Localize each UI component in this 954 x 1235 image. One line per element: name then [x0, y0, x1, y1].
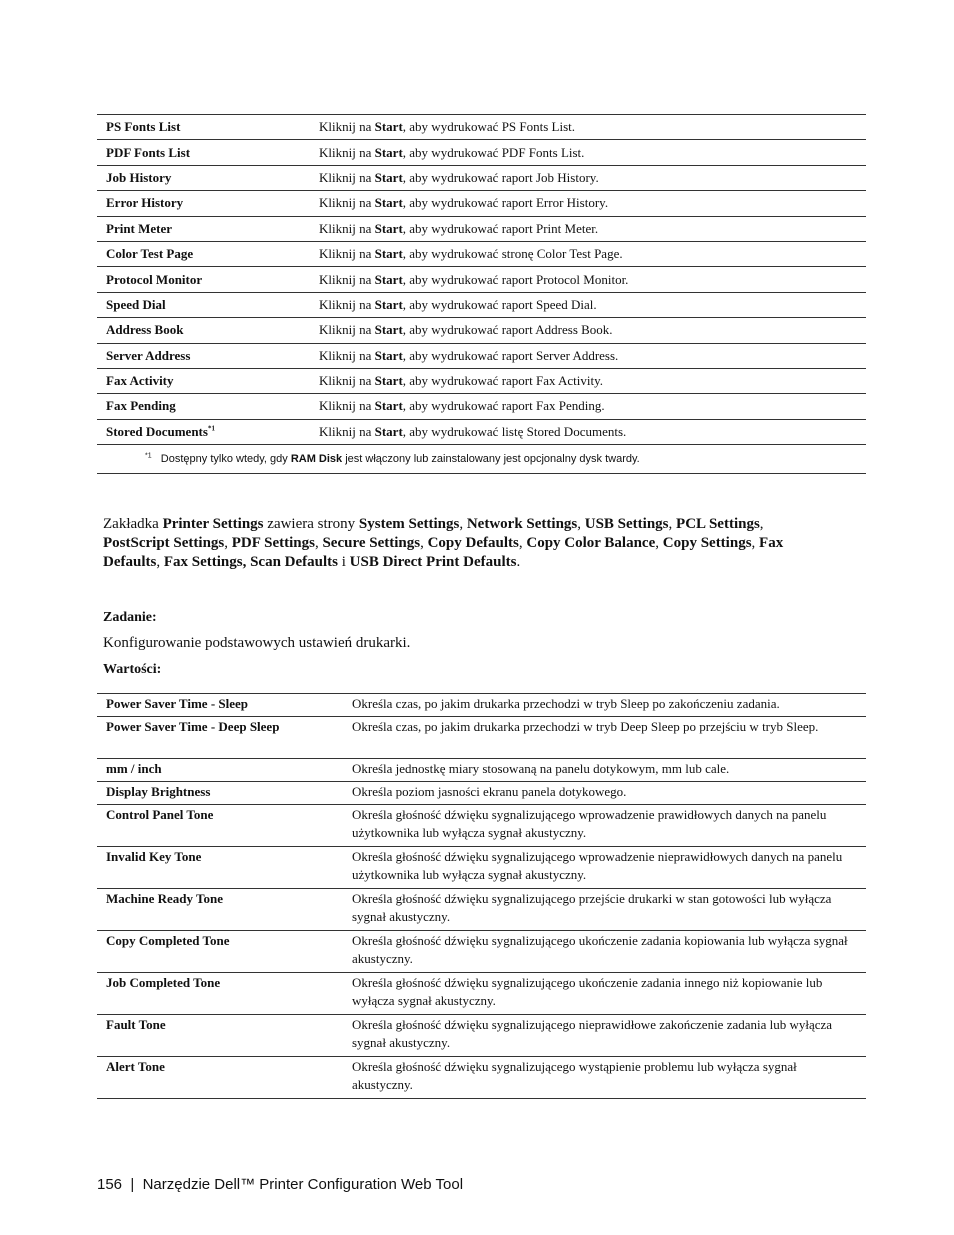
- table-row: [97, 115, 866, 140]
- table-row: [97, 292, 866, 317]
- task-label: Zadanie:: [103, 610, 157, 625]
- setting-name: Power Saver Time - Deep Sleep: [97, 717, 343, 759]
- report-description: Kliknij na Start, aby wydrukować listę Stored Documents.: [310, 419, 866, 444]
- report-name: Fax Pending: [97, 394, 310, 419]
- setting-description: Określa czas, po jakim drukarka przechodzi w tryb Deep Sleep po przejściu w tryb Sleep.: [343, 717, 866, 759]
- report-name: PS Fonts List: [97, 115, 310, 140]
- setting-name: Machine Ready Tone: [97, 889, 343, 931]
- setting-description: Określa głośność dźwięku sygnalizującego wprowadzenie nieprawidłowych danych na panelu użytkownika lub wyłącza sygnał akustyczny.: [343, 847, 866, 889]
- table-row: [97, 805, 866, 847]
- report-description: Kliknij na Start, aby wydrukować PS Fonts List.: [310, 115, 866, 140]
- table-row: [97, 140, 866, 165]
- report-name: Protocol Monitor: [97, 267, 310, 292]
- table-row: [97, 694, 866, 717]
- page-footer: [97, 1176, 463, 1193]
- footnote-row: [97, 445, 866, 474]
- report-name: Address Book: [97, 318, 310, 343]
- setting-description: Określa głośność dźwięku sygnalizującego wystąpienie problemu lub wyłącza sygnał akustyczny.: [343, 1057, 866, 1099]
- setting-name: mm / inch: [97, 759, 343, 782]
- setting-name: Invalid Key Tone: [97, 847, 343, 889]
- report-name: Color Test Page: [97, 241, 310, 266]
- table-row: [97, 165, 866, 190]
- footnote-marker: *1: [207, 424, 215, 433]
- table-row: [97, 973, 866, 1015]
- table-row: [97, 191, 866, 216]
- table-row: [97, 343, 866, 368]
- table-row: [97, 717, 866, 759]
- setting-description: Określa głośność dźwięku sygnalizującego przejście drukarki w stan gotowości lub wyłącza sygnał akustyczny.: [343, 889, 866, 931]
- setting-description: Określa głośność dźwięku sygnalizującego ukończenie zadania kopiowania lub wyłącza sygnał akustyczny.: [343, 931, 866, 973]
- table-row: [97, 267, 866, 292]
- table-row: [97, 318, 866, 343]
- values-label: Wartości:: [103, 662, 162, 677]
- report-name: PDF Fonts List: [97, 140, 310, 165]
- report-description: Kliknij na Start, aby wydrukować raport Fax Pending.: [310, 394, 866, 419]
- task-text: Konfigurowanie podstawowych ustawień drukarki.: [103, 635, 411, 651]
- reports-table: [97, 114, 866, 474]
- table-row: [97, 931, 866, 973]
- setting-name: Power Saver Time - Sleep: [97, 694, 343, 717]
- table-row: [97, 216, 866, 241]
- report-name: Stored Documents$^{*1}$: [97, 419, 310, 444]
- table-row: [97, 1015, 866, 1057]
- report-description: Kliknij na Start, aby wydrukować raport Error History.: [310, 191, 866, 216]
- table-row: [97, 368, 866, 393]
- footnote: $^{*1}$ Dostępny tylko wtedy, gdy RAM Disk jest włączony lub zainstalowany jest opcjonalny dysk twardy.: [97, 445, 866, 474]
- table-row: [97, 419, 866, 444]
- report-name: Speed Dial: [97, 292, 310, 317]
- settings-table: [97, 693, 866, 1099]
- report-description: Kliknij na Start, aby wydrukować raport Protocol Monitor.: [310, 267, 866, 292]
- report-name: Job History: [97, 165, 310, 190]
- report-description: Kliknij na Start, aby wydrukować raport Fax Activity.: [310, 368, 866, 393]
- setting-description: Określa głośność dźwięku sygnalizującego ukończenie zadania innego niż kopiowanie lub wyłącza sygnał akustyczny.: [343, 973, 866, 1015]
- table-row: [97, 782, 866, 805]
- report-description: Kliknij na Start, aby wydrukować raport Print Meter.: [310, 216, 866, 241]
- table-row: [97, 889, 866, 931]
- report-name: Error History: [97, 191, 310, 216]
- setting-description: Określa poziom jasności ekranu panela dotykowego.: [343, 782, 866, 805]
- setting-name: Copy Completed Tone: [97, 931, 343, 973]
- setting-description: Określa czas, po jakim drukarka przechodzi w tryb Sleep po zakończeniu zadania.: [343, 694, 866, 717]
- intro-paragraph: Zakładka Printer Settings zawiera strony System Settings, Network Settings, USB Settings, PCL Settings, PostScript Settings, PDF Settings, Secure Settings, Copy Defaults, Copy Color Balance, Copy Settings, Fax Defaults, Fax Settings, Scan Defaults i USB Direct Print Defaults.: [103, 516, 784, 570]
- report-description: Kliknij na Start, aby wydrukować raport Server Address.: [310, 343, 866, 368]
- footer-text: 156 | Narzędzie Dell™ Printer Configuration Web Tool: [97, 1176, 464, 1193]
- report-name: Fax Activity: [97, 368, 310, 393]
- setting-description: Określa głośność dźwięku sygnalizującego nieprawidłowe zakończenie zadania lub wyłącza sygnał akustyczny.: [343, 1015, 866, 1057]
- table-row: [97, 759, 866, 782]
- report-description: Kliknij na Start, aby wydrukować raport Address Book.: [310, 318, 866, 343]
- report-description: Kliknij na Start, aby wydrukować raport Speed Dial.: [310, 292, 866, 317]
- setting-description: Określa głośność dźwięku sygnalizującego wprowadzenie prawidłowych danych na panelu użytkownika lub wyłącza sygnał akustyczny.: [343, 805, 866, 847]
- table-row: [97, 241, 866, 266]
- setting-description: Określa jednostkę miary stosowaną na panelu dotykowym, mm lub cale.: [343, 759, 866, 782]
- report-description: Kliknij na Start, aby wydrukować stronę Color Test Page.: [310, 241, 866, 266]
- footnote-mark: *1: [145, 452, 152, 460]
- table-row: [97, 847, 866, 889]
- setting-name: Alert Tone: [97, 1057, 343, 1099]
- report-description: Kliknij na Start, aby wydrukować raport Job History.: [310, 165, 866, 190]
- report-name: Print Meter: [97, 216, 310, 241]
- report-description: Kliknij na Start, aby wydrukować PDF Fonts List.: [310, 140, 866, 165]
- setting-name: Job Completed Tone: [97, 973, 343, 1015]
- report-name: Server Address: [97, 343, 310, 368]
- setting-name: Control Panel Tone: [97, 805, 343, 847]
- setting-name: Fault Tone: [97, 1015, 343, 1057]
- setting-name: Display Brightness: [97, 782, 343, 805]
- table-row: [97, 1057, 866, 1099]
- table-row: [97, 394, 866, 419]
